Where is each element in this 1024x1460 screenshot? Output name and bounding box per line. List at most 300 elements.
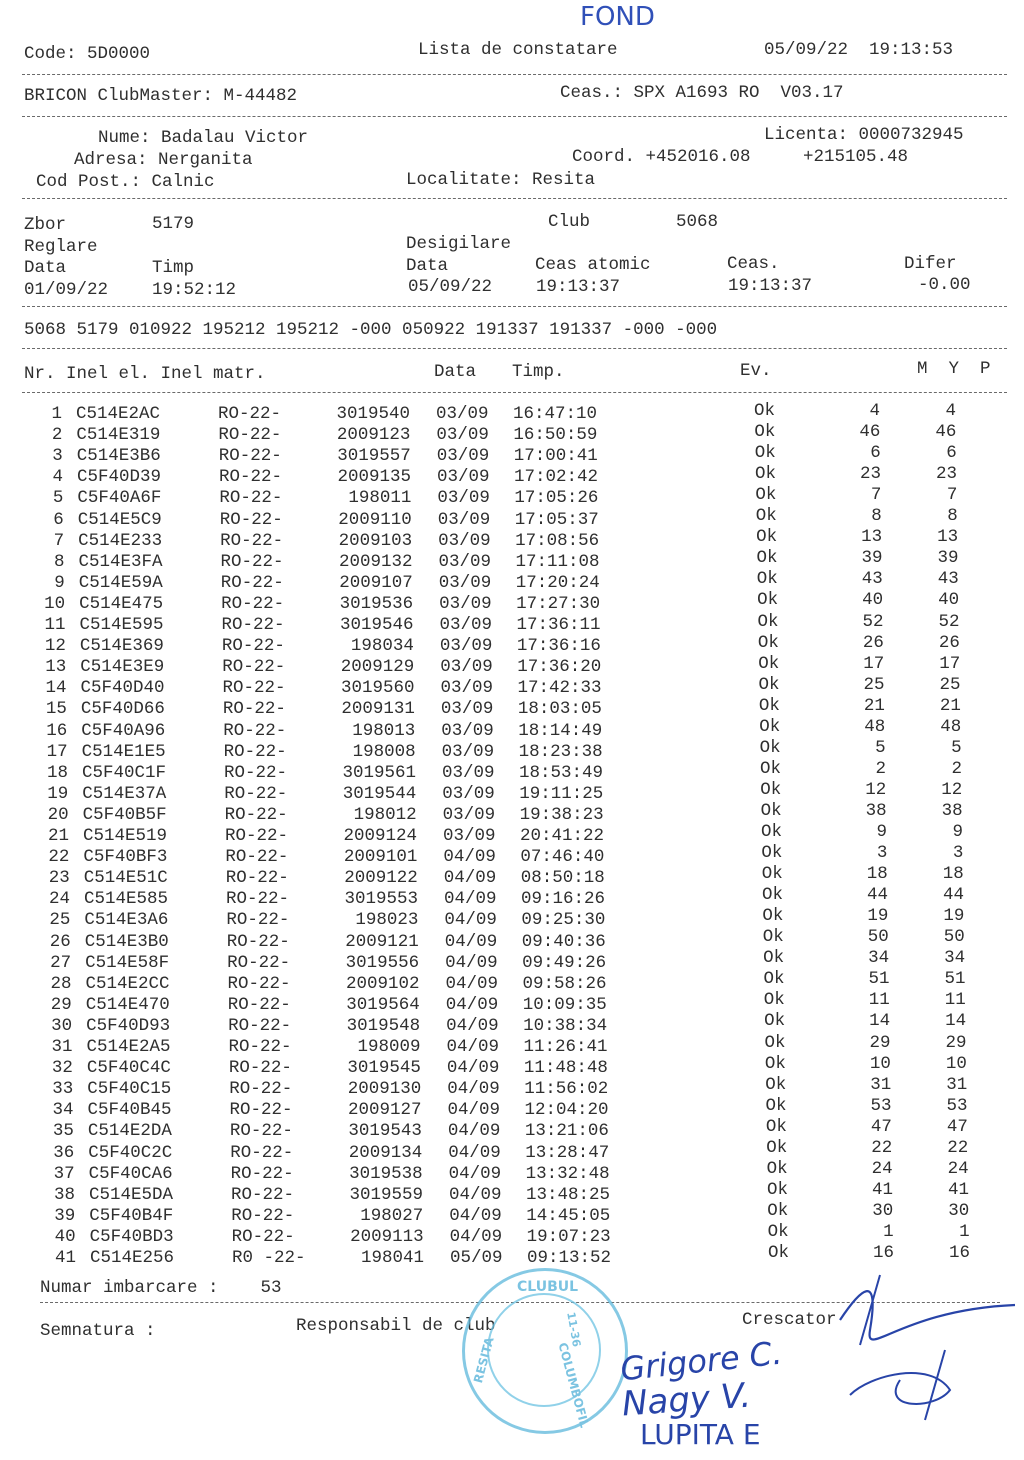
signature-line-1: Grigore C. [618, 1333, 784, 1389]
row-prefix: RO-22- [227, 952, 291, 973]
row-inel-matr: 3019538 [349, 1163, 423, 1184]
row-m: 8 [871, 506, 882, 527]
row-timp: 17:02:42 [514, 467, 599, 488]
row-ev: Ok [757, 590, 779, 611]
row-inel-matr: 3019559 [349, 1184, 423, 1205]
row-m: 14 [869, 1011, 891, 1032]
row-ev: Ok [757, 611, 779, 632]
row-timp: 14:45:05 [526, 1205, 611, 1226]
row-inel-el: C514E51C [83, 868, 168, 889]
row-ev: Ok [766, 1137, 788, 1158]
row-timp: 17:36:20 [517, 657, 602, 678]
row-ev: Ok [762, 927, 784, 948]
row-data: 03/09 [439, 636, 493, 657]
row-data: 04/09 [445, 994, 499, 1015]
row-number: 25 [49, 910, 71, 931]
row-ev: Ok [764, 1011, 786, 1032]
row-prefix: RO-22- [218, 404, 282, 424]
row-inel-el: C5F40C1F [81, 762, 166, 783]
row-number: 27 [50, 952, 72, 973]
row-inel-el: C5F40D39 [77, 467, 162, 488]
row-data: 03/09 [437, 488, 490, 509]
row-prefix: RO-22- [220, 551, 284, 572]
row-m: 19 [867, 906, 889, 927]
row-number: 6 [53, 509, 64, 530]
row-inel-matr: 198009 [357, 1037, 421, 1057]
row-number: 3 [52, 446, 63, 467]
row-y: 47 [946, 1116, 968, 1137]
row-inel-matr: 3019540 [336, 404, 410, 424]
row-ev: Ok [765, 1074, 787, 1095]
row-number: 22 [48, 847, 70, 868]
row-y: 40 [938, 590, 960, 611]
row-inel-el: C514E319 [76, 425, 161, 446]
row-number: 29 [50, 994, 72, 1015]
row-data: 03/09 [442, 804, 496, 825]
row-number: 31 [51, 1037, 73, 1057]
row-timp: 08:50:18 [520, 868, 605, 889]
row-y: 7 [946, 485, 958, 506]
row-prefix: RO-22- [229, 1121, 293, 1142]
row-m: 43 [861, 569, 883, 590]
row-prefix: RO-22- [227, 994, 291, 1015]
row-data: 04/09 [446, 1037, 500, 1057]
row-inel-matr: 198012 [353, 804, 417, 825]
row-prefix: R0 -22- [232, 1248, 306, 1268]
row-y: 18 [942, 864, 964, 885]
row-number: 38 [53, 1184, 75, 1205]
row-m: 41 [871, 1179, 893, 1200]
row-m: 5 [875, 737, 886, 758]
row-data: 04/09 [445, 952, 498, 973]
row-number: 21 [47, 826, 69, 846]
row-y: 24 [947, 1158, 969, 1179]
row-inel-el: C5F40BF3 [83, 847, 168, 868]
row-m: 18 [866, 864, 888, 885]
row-y: 21 [939, 695, 961, 716]
row-prefix: RO-22- [221, 593, 285, 614]
row-y: 29 [945, 1032, 967, 1053]
club-master: BRICON ClubMaster: M-44482 [24, 86, 298, 106]
row-timp: 17:36:16 [516, 636, 601, 657]
row-m: 23 [860, 464, 882, 485]
reglare-time: 19:52:12 [152, 280, 237, 300]
row-number: 17 [46, 741, 68, 762]
row-inel-matr: 198008 [352, 741, 416, 762]
row-inel-matr: 2009124 [343, 826, 417, 846]
row-m: 47 [870, 1116, 892, 1137]
row-timp: 18:23:38 [518, 741, 603, 762]
row-inel-el: C514E519 [83, 826, 168, 846]
row-data: 03/09 [442, 783, 495, 804]
row-y: 22 [947, 1137, 969, 1158]
row-data: 03/09 [439, 593, 492, 614]
row-timp: 07:46:40 [520, 847, 605, 868]
row-data: 03/09 [441, 720, 494, 741]
row-number: 40 [54, 1226, 76, 1247]
row-number: 14 [45, 678, 67, 699]
row-inel-el: C514E233 [78, 530, 163, 551]
row-inel-matr: 3019548 [346, 1015, 421, 1036]
row-number: 34 [52, 1100, 74, 1121]
row-m: 26 [862, 632, 884, 653]
row-ev: Ok [756, 548, 778, 569]
row-timp: 11:26:41 [523, 1037, 608, 1057]
row-ev: Ok [758, 653, 780, 674]
row-ev: Ok [763, 990, 785, 1011]
numar-imbarcare: Numar imbarcare : 53 [40, 1278, 282, 1298]
col-header-data: Data [434, 362, 477, 382]
row-prefix: RO-22- [223, 762, 287, 783]
row-inel-matr: 3019564 [346, 994, 420, 1015]
row-m: 40 [862, 590, 884, 611]
stamp-text-right: COLUMBOFIL [555, 1341, 592, 1430]
signature-line-2: Nagy V. [620, 1375, 753, 1425]
row-inel-el: C5F40BD3 [89, 1226, 174, 1247]
row-inel-matr: 2009132 [338, 551, 413, 572]
row-ev: Ok [760, 800, 782, 821]
data-label: Data [24, 258, 67, 278]
stamp-text-center: 11-36 [564, 1311, 584, 1348]
row-m: 7 [870, 485, 882, 506]
row-prefix: RO-22- [223, 720, 287, 741]
row-timp: 17:20:24 [515, 572, 600, 593]
row-number: 2 [51, 425, 63, 446]
club-stamp [462, 1268, 628, 1434]
row-m: 51 [868, 969, 890, 990]
row-ev: Ok [762, 906, 784, 927]
row-timp: 16:47:10 [513, 404, 598, 424]
row-m: 30 [872, 1200, 894, 1221]
row-prefix: RO-22- [231, 1226, 295, 1247]
row-timp: 11:48:48 [523, 1058, 608, 1079]
row-number: 36 [53, 1142, 75, 1163]
row-inel-matr: 2009135 [337, 467, 412, 488]
col-header-rings: Nr. Inel el. Inel matr. [24, 364, 266, 384]
row-timp: 17:42:33 [517, 678, 602, 699]
row-ev: Ok [766, 1179, 788, 1200]
row-inel-el: C5F40CA6 [88, 1163, 173, 1184]
row-inel-el: C514E475 [79, 593, 164, 614]
ceas-label: Ceas. [727, 254, 780, 274]
divider [22, 348, 1007, 349]
row-y: 10 [945, 1053, 967, 1074]
row-prefix: RO-22- [224, 804, 288, 825]
row-data: 03/09 [438, 530, 491, 551]
row-m: 21 [863, 695, 885, 716]
document-code: Code: 5D0000 [24, 44, 151, 64]
row-data: 04/09 [443, 868, 497, 889]
row-ev: Ok [767, 1221, 789, 1242]
row-number: 32 [51, 1058, 73, 1079]
row-inel-el: C514E3A6 [84, 910, 169, 931]
row-data: 03/09 [441, 762, 495, 783]
row-timp: 16:50:59 [513, 425, 598, 446]
row-y: 12 [941, 779, 963, 800]
row-ev: Ok [755, 485, 777, 506]
row-prefix: RO-22- [226, 889, 290, 910]
row-inel-matr: 2009131 [341, 699, 415, 720]
row-data: 04/09 [445, 973, 498, 994]
row-m: 1 [883, 1221, 894, 1242]
row-timp: 09:58:26 [522, 973, 607, 994]
row-data: 03/09 [438, 551, 491, 572]
row-inel-matr: 2009101 [343, 847, 418, 868]
row-timp: 17:08:56 [515, 530, 600, 551]
row-timp: 19:11:25 [519, 783, 604, 804]
owner-locality: Localitate: Resita [406, 170, 596, 190]
row-y: 26 [938, 632, 960, 653]
row-number: 11 [44, 615, 66, 635]
row-data: 04/09 [444, 931, 498, 952]
row-prefix: RO-22- [226, 931, 290, 952]
row-prefix: RO-22- [219, 488, 283, 509]
row-timp: 17:05:26 [514, 488, 599, 509]
row-ev: Ok [766, 1158, 788, 1179]
row-number: 28 [50, 973, 72, 994]
row-y: 1 [959, 1221, 970, 1242]
row-y: 25 [939, 674, 961, 695]
row-inel-el: C514E37A [82, 783, 167, 804]
row-inel-el: C5F40C2C [88, 1142, 173, 1163]
zbor-label: Zbor [24, 215, 67, 235]
row-prefix: RO-22- [224, 783, 288, 804]
row-number: 10 [44, 593, 66, 614]
row-ev: Ok [754, 401, 776, 421]
row-prefix: RO-22- [219, 509, 283, 530]
row-y: 41 [947, 1179, 969, 1200]
row-y: 50 [943, 927, 965, 948]
row-data: 03/09 [436, 404, 489, 424]
row-number: 37 [53, 1163, 75, 1184]
row-timp: 13:28:47 [525, 1142, 610, 1163]
row-y: 3 [952, 843, 964, 864]
row-inel-matr: 2009123 [336, 425, 411, 446]
row-timp: 09:16:26 [521, 889, 606, 910]
row-m: 31 [870, 1074, 892, 1095]
row-data: 04/09 [448, 1163, 502, 1184]
row-number: 26 [49, 931, 71, 952]
row-inel-matr: 198023 [355, 910, 419, 931]
row-inel-matr: 3019557 [337, 446, 411, 467]
owner-license: Licenta: 0000732945 [764, 125, 964, 145]
row-m: 10 [869, 1053, 891, 1074]
row-number: 1 [51, 404, 62, 424]
row-m: 9 [876, 822, 887, 842]
row-inel-matr: 3019536 [339, 593, 414, 614]
row-timp: 17:05:37 [514, 509, 599, 530]
owner-address: Adresa: Nerganita [74, 150, 253, 170]
row-timp: 19:38:23 [519, 804, 604, 825]
row-ev: Ok [759, 758, 781, 779]
row-y: 4 [945, 401, 956, 421]
row-timp: 13:21:06 [524, 1121, 609, 1142]
difer-value: -0.00 [918, 275, 971, 295]
row-prefix: RO-22- [225, 868, 289, 889]
row-timp: 18:14:49 [518, 720, 603, 741]
row-inel-el: C5F40B4F [89, 1205, 174, 1226]
row-data: 04/09 [449, 1226, 503, 1247]
row-m: 53 [870, 1095, 892, 1116]
row-timp: 17:11:08 [515, 551, 600, 572]
data2-label: Data [406, 256, 449, 276]
row-m: 3 [876, 843, 888, 864]
row-ev: Ok [759, 716, 781, 737]
responsabil-label: Responsabil de club [296, 1316, 496, 1336]
row-timp: 17:36:11 [516, 615, 601, 635]
divider [22, 392, 1007, 393]
divider [22, 74, 1007, 75]
row-m: 6 [870, 443, 881, 464]
row-inel-el: C514E5C9 [77, 509, 162, 530]
owner-postcode: Cod Post.: Calnic [36, 172, 215, 192]
row-inel-matr: 2009122 [344, 868, 418, 889]
row-timp: 09:13:52 [527, 1248, 612, 1268]
row-m: 16 [872, 1243, 894, 1263]
reglare-label: Reglare [24, 237, 98, 257]
row-data: 05/09 [450, 1248, 503, 1268]
row-data: 04/09 [447, 1121, 501, 1142]
row-y: 34 [944, 948, 966, 969]
row-prefix: RO-22- [223, 741, 287, 762]
reglare-date: 01/09/22 [24, 280, 109, 300]
row-inel-matr: 3019560 [341, 678, 415, 699]
row-inel-el: C514E3B0 [84, 931, 169, 952]
row-y: 43 [937, 569, 959, 590]
row-inel-el: C514E2CC [85, 973, 170, 994]
row-ev: Ok [759, 737, 781, 758]
row-y: 13 [937, 527, 959, 548]
row-prefix: RO-22- [227, 973, 291, 994]
row-inel-el: C5F40D66 [80, 699, 165, 720]
row-prefix: RO-22- [230, 1163, 294, 1184]
col-header-myp: M Y P [917, 359, 991, 379]
row-prefix: RO-22- [220, 572, 284, 593]
row-inel-el: C514E5DA [88, 1184, 173, 1205]
row-data: 04/09 [443, 847, 496, 868]
row-number: 33 [52, 1079, 74, 1100]
row-inel-el: C514E595 [79, 615, 164, 635]
desigilare-atomic: 19:13:37 [536, 277, 621, 297]
row-y: 30 [948, 1200, 970, 1221]
row-ev: Ok [761, 864, 783, 885]
row-y: 17 [939, 653, 961, 674]
row-inel-el: C5F40D40 [80, 678, 165, 699]
row-prefix: RO-22- [221, 615, 285, 635]
row-m: 52 [862, 611, 884, 632]
row-prefix: RO-22- [228, 1058, 292, 1079]
row-prefix: RO-22- [218, 425, 282, 446]
row-data: 03/09 [440, 699, 494, 720]
row-timp: 17:00:41 [513, 446, 598, 467]
row-data: 04/09 [444, 910, 497, 931]
row-timp: 17:27:30 [516, 593, 601, 614]
row-ev: Ok [756, 527, 778, 548]
fond-annotation: FOND [580, 2, 655, 32]
row-m: 24 [871, 1158, 893, 1179]
stamp-text-left: RESITA [471, 1335, 497, 1385]
row-inel-matr: 198011 [348, 488, 412, 509]
row-y: 23 [936, 464, 958, 485]
row-number: 7 [53, 530, 65, 551]
row-inel-el: C514E2AC [76, 404, 161, 424]
row-inel-el: C5F40B45 [87, 1100, 172, 1121]
row-number: 30 [51, 1015, 73, 1036]
row-prefix: RO-22- [222, 678, 286, 699]
row-timp: 18:03:05 [517, 699, 602, 720]
row-ev: Ok [754, 443, 776, 464]
row-number: 4 [52, 467, 64, 488]
row-inel-matr: 3019553 [344, 889, 419, 910]
row-y: 38 [941, 800, 963, 821]
row-inel-el: C5F40A96 [81, 720, 166, 741]
row-inel-el: C514E470 [85, 994, 170, 1015]
row-prefix: RO-22- [219, 467, 283, 488]
row-inel-el: C514E3B6 [76, 446, 161, 467]
row-inel-el: C514E2A5 [86, 1037, 171, 1057]
row-ev: Ok [767, 1200, 789, 1221]
stamp-text-top: CLUBUL [517, 1279, 579, 1295]
row-y: 8 [947, 506, 958, 527]
row-inel-matr: 198034 [350, 636, 414, 657]
row-y: 39 [937, 548, 959, 569]
zbor-value: 5179 [152, 214, 195, 234]
row-ev: Ok [754, 422, 776, 443]
row-data: 03/09 [436, 425, 489, 446]
row-ev: Ok [763, 948, 785, 969]
desigilare-date: 05/09/22 [408, 277, 493, 297]
row-m: 46 [859, 422, 881, 443]
row-number: 18 [46, 762, 68, 783]
row-prefix: RO-22- [225, 826, 289, 846]
row-prefix: RO-22- [229, 1079, 293, 1100]
row-m: 39 [861, 548, 883, 569]
row-ev: Ok [764, 1032, 786, 1053]
row-prefix: RO-22- [225, 847, 289, 868]
row-prefix: RO-22- [222, 657, 286, 678]
owner-name: Nume: Badalau Victor [98, 128, 309, 148]
row-inel-matr: 3019545 [347, 1058, 421, 1079]
row-y: 14 [945, 1011, 967, 1032]
row-ev: Ok [765, 1116, 787, 1137]
row-prefix: RO-22- [230, 1142, 294, 1163]
row-ev: Ok [757, 632, 779, 653]
row-data: 04/09 [449, 1205, 502, 1226]
row-y: 9 [952, 822, 963, 842]
row-timp: 19:07:23 [526, 1226, 611, 1247]
row-number: 23 [48, 868, 70, 889]
row-timp: 09:49:26 [522, 952, 607, 973]
row-y: 46 [935, 422, 957, 443]
row-inel-matr: 2009103 [338, 530, 413, 551]
row-inel-el: C514E59A [78, 572, 163, 593]
document-datetime: 05/09/22 19:13:53 [764, 40, 954, 60]
row-inel-matr: 2009107 [339, 572, 413, 593]
row-data: 03/09 [439, 615, 493, 635]
row-data: 03/09 [438, 572, 492, 593]
row-inel-el: C514E3FA [78, 551, 163, 572]
row-data: 03/09 [441, 741, 495, 762]
row-y: 19 [943, 906, 965, 927]
row-ev: Ok [761, 843, 783, 864]
crescator-label: Crescator [742, 1310, 837, 1330]
row-inel-el: C5F40B5F [82, 804, 167, 825]
row-data: 04/09 [448, 1184, 502, 1205]
row-inel-matr: 2009102 [345, 973, 420, 994]
row-number: 13 [45, 657, 67, 678]
row-inel-el: C514E585 [84, 889, 169, 910]
row-ev: Ok [763, 969, 785, 990]
